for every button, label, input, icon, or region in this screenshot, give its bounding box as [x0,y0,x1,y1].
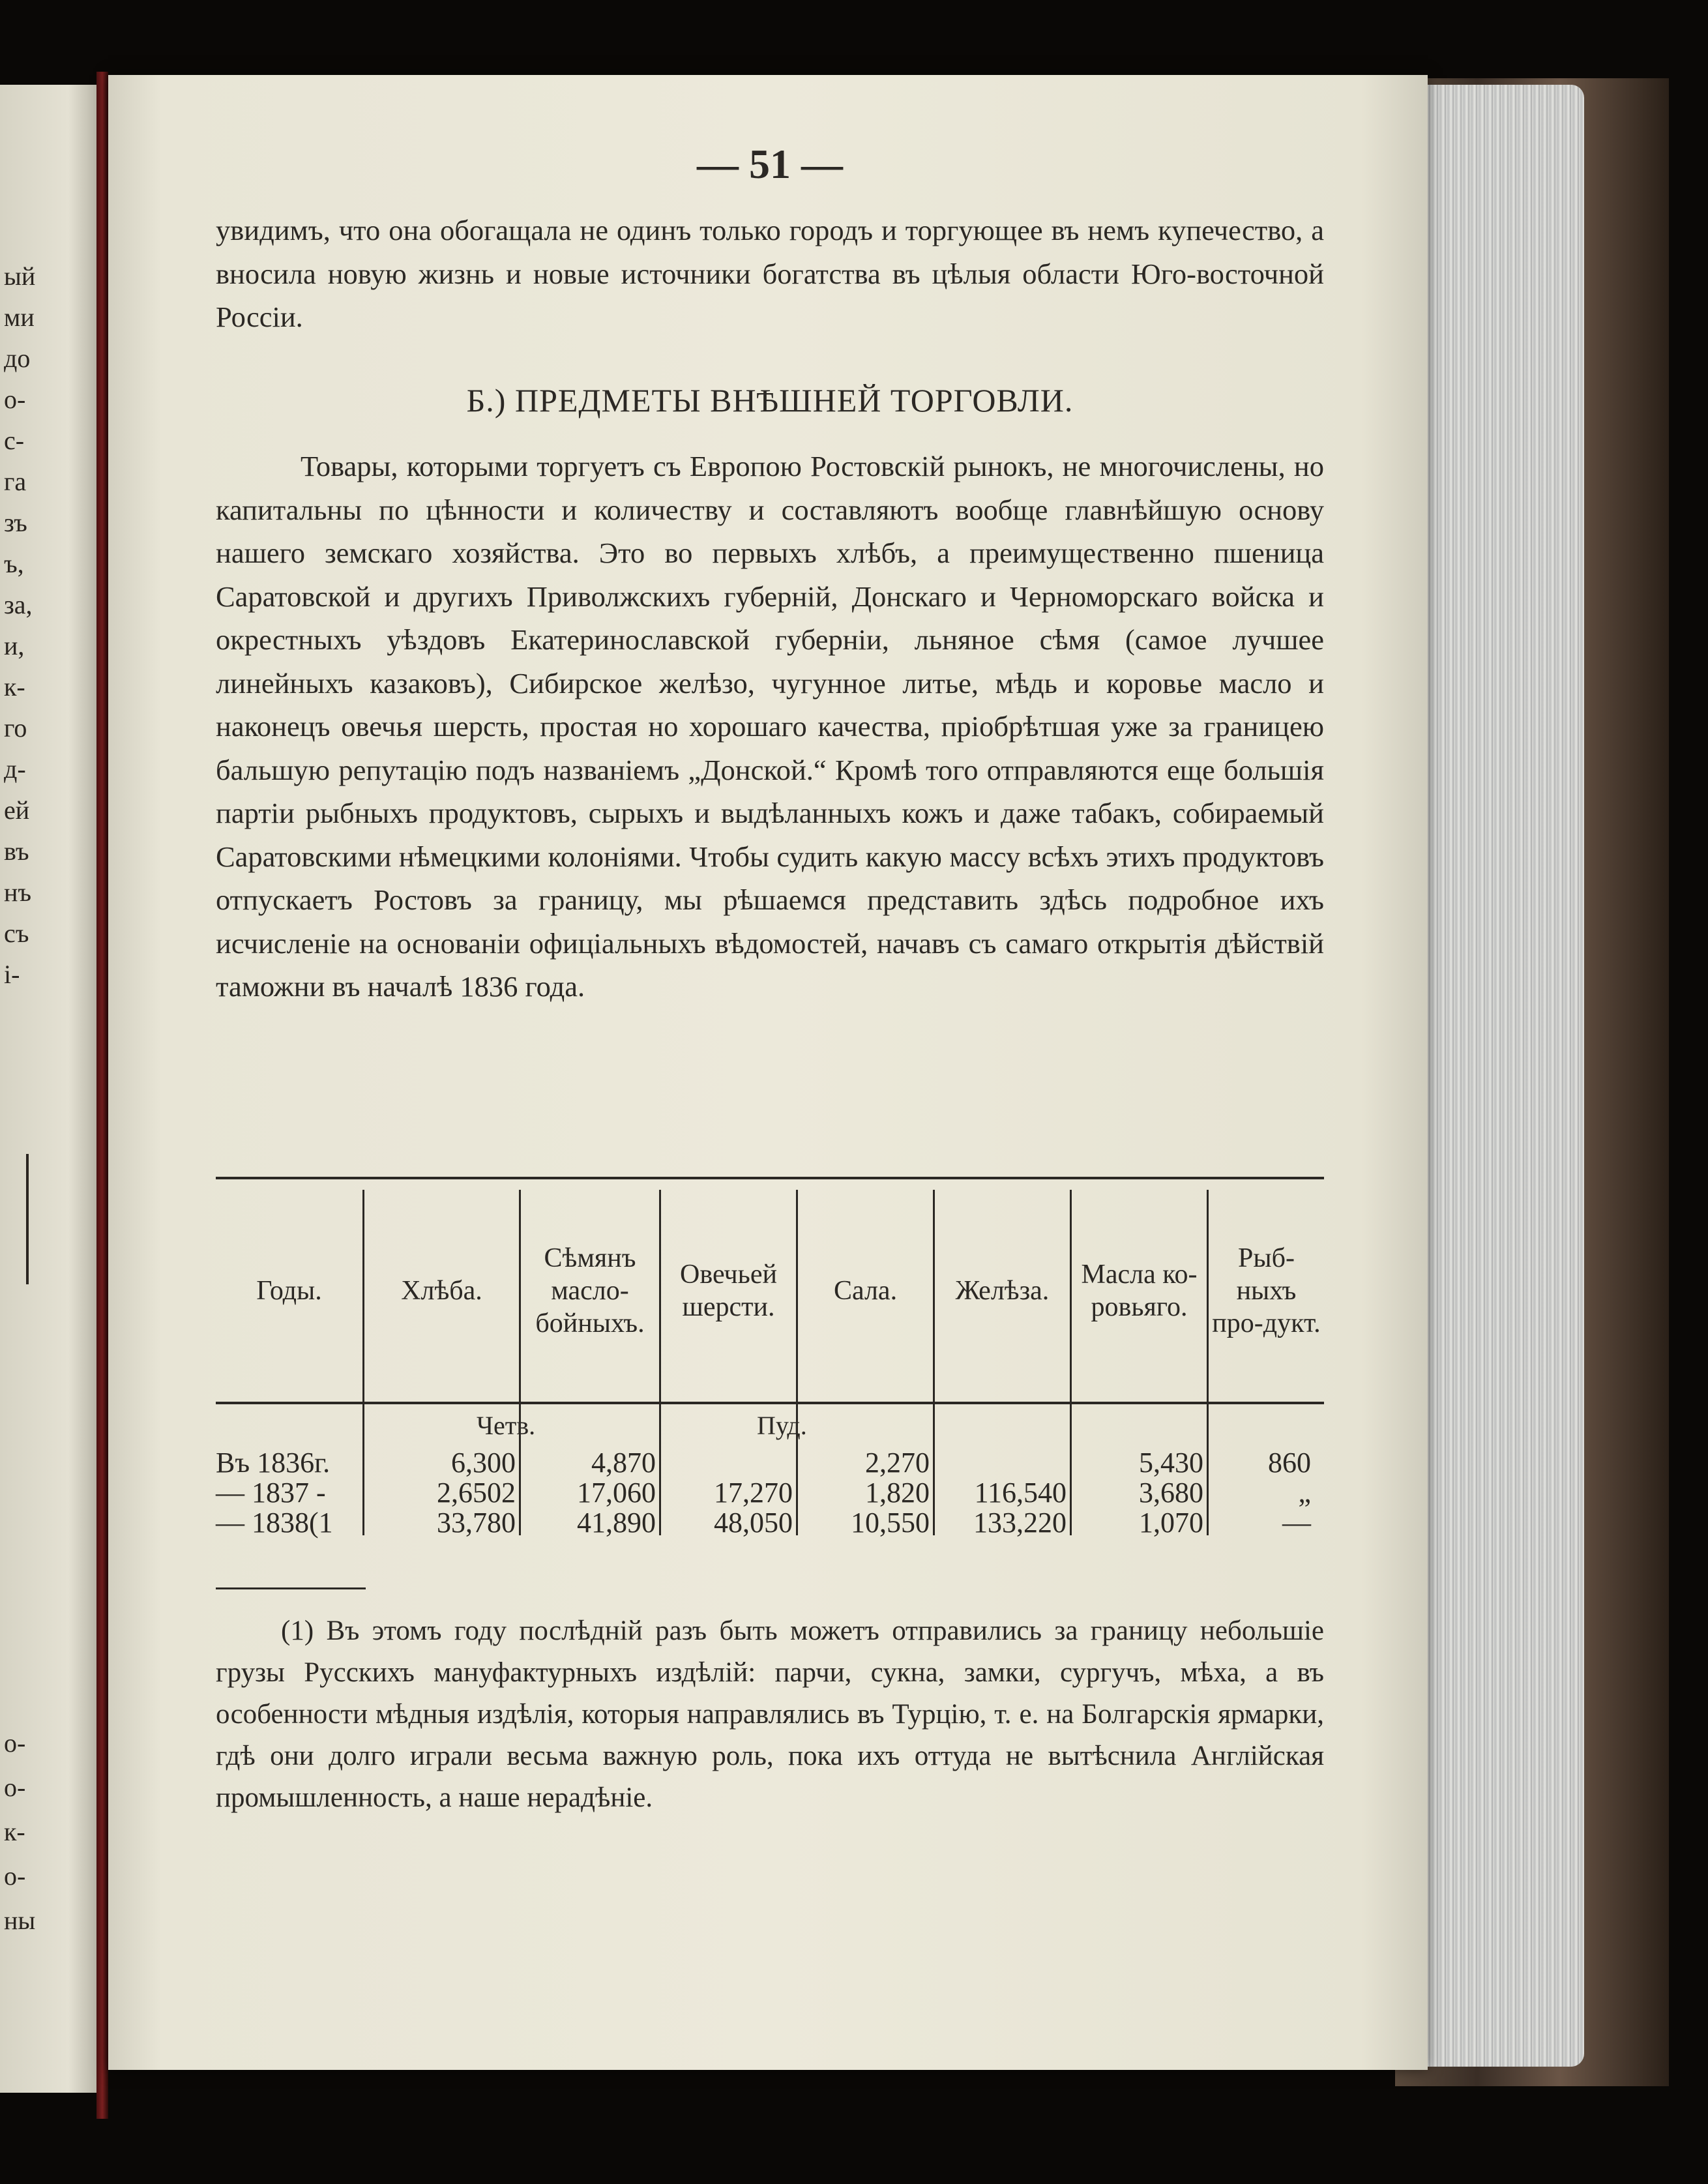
left-page-fragment: ны [4,1906,36,1935]
table-cell-year: — 1837 - [216,1477,326,1509]
table-cell-fish: — [1282,1507,1311,1539]
main-paragraph: Товары, которыми торгуетъ съ Европою Ростовскій рынокъ, не многочислены, но капитальны по цѣнности и количеству и составляютъ вообще главнѣйшую основу нашего земскаго хозяйства. Это во первыхъ хлѣбъ, а преимущественно пшеница Саратовской и другихъ Приволжскихъ губерній, Донскаго и Черноморскаго войска и окрестныхъ уѣздовъ Екатеринославской губерніи, льняное сѣмя (самое лучшее линейныхъ казаковъ), Сибирское желѣзо, чугунное литье, мѣдь и коровье масло и наконецъ овечья шерсть, простая но хорошаго качества, пріобрѣтшая уже за границею бальшую репутацію подъ названіемъ „Донской.“ Кромѣ того отправляются еще большія партіи рыбныхъ продуктовъ, сырыхъ и выдѣланныхъ кожъ и даже табакъ, собираемый Саратовскими нѣмецкими колоніями. Чтобы судить какую массу всѣхъ этихъ продуктовъ отпускаетъ Ростовъ за границу, мы рѣшаемся представить здѣсь подробное ихъ исчисленіе на основаніи офиціальныхъ вѣдомостей, начавъ съ самаго открытія дѣйствій таможни въ началѣ 1836 года. [216,450,1324,1003]
book-page [108,75,1428,2070]
table-cell-fish: 860 [1268,1447,1311,1479]
table-cell-butter: 3,680 [1139,1477,1203,1509]
left-page-fragment: ми [4,303,35,332]
header-tallow: Сала. [833,1276,898,1306]
col-divider [933,1405,935,1535]
table-cell-grain: 33,780 [437,1507,516,1539]
header-seeds: Сѣмянъ масло-бойныхъ. [535,1243,645,1338]
page-number: — 51 — [697,141,843,187]
table-cell-seeds: 4,870 [591,1447,656,1479]
left-page-fragment: и, [4,631,25,660]
table-cell-iron: 133,220 [973,1507,1067,1539]
table-cell-year: Въ 1836г. [216,1447,331,1479]
header-grain: Хлѣба. [401,1276,482,1306]
table-cell-butter: 5,430 [1139,1447,1203,1479]
table-cell-fish: „ [1298,1477,1311,1509]
header-iron: Желѣза. [955,1276,1050,1306]
header-years: Годы. [256,1276,322,1306]
table-cell-tallow: 1,820 [865,1477,930,1509]
left-page-fragment: ый [4,261,36,291]
table-cell-seeds: 17,060 [577,1477,656,1509]
book-spine-edge [96,72,108,2119]
left-page-fragment: к- [4,672,25,701]
left-page-fragment: ъ, [4,549,24,578]
col-divider [362,1405,364,1535]
intro-paragraph: увидимъ, что она обогащала не одинъ только городъ и торгующее въ немъ купечество, а вносила новую жизнь и новые источники богатства въ цѣлыя области Юго-восточной Россіи. [216,214,1324,333]
table-cell-tallow: 10,550 [851,1507,930,1539]
left-page-fragment: о- [4,1773,26,1802]
left-page-fragment: съ [4,919,29,948]
table-cell-iron: 116,540 [974,1477,1067,1509]
section-heading: Б.) ПРЕДМЕТЫ ВНѢШНЕЙ ТОРГОВЛИ. [466,382,1074,419]
header-butter: Масла ко-ровьяго. [1081,1260,1198,1322]
footnote-rule [216,1587,366,1589]
unit-chetv: Четв. [477,1411,536,1440]
col-divider [659,1405,661,1535]
col-divider [1207,1405,1209,1535]
left-page-fragment: о- [4,1728,26,1758]
table-cell-year: — 1838(1 [216,1507,333,1539]
header-wool: Овечьей шерсти. [680,1260,777,1322]
left-page-fragment: за, [4,590,33,619]
table-top-rule [216,1177,1324,1179]
unit-pud: Пуд. [757,1411,807,1440]
table-cell-wool: 17,270 [714,1477,793,1509]
footnote: (1) Въ этомъ году послѣдній разъ быть можетъ отправились за границу небольшіе грузы Русскихъ мануфактурныхъ издѣлій: парчи, сукна, замки, сургучъ, мѣха, а въ особенности мѣдныя издѣлія, которыя направлялись въ Турцію, т. е. на Болгарскія ярмарки, гдѣ они долго играли весьма важную роль, пока ихъ оттуда не вытѣснила Англійская промышленность, а наше нерадѣніе. [216,1616,1324,1813]
header-fish: Рыб-ныхъ про-дукт. [1212,1243,1321,1338]
left-page-rule [26,1154,29,1284]
left-page-fragment: нъ [4,878,32,907]
left-page-fragment: о- [4,385,26,414]
col-divider [1070,1405,1072,1535]
left-page-fragment: с- [4,426,25,455]
table-cell-grain: 6,300 [451,1447,516,1479]
table-cell-wool: 48,050 [714,1507,793,1539]
left-page-fragment: го [4,713,27,743]
table-cell-butter: 1,070 [1139,1507,1203,1539]
left-page-fragment: к- [4,1817,25,1846]
left-page-fragment: і- [4,960,20,989]
left-page-edge [0,85,98,2093]
left-page-fragment: въ [4,836,29,866]
table-cell-grain: 2,6502 [437,1477,516,1509]
table-cell-tallow: 2,270 [865,1447,930,1479]
table-cell-seeds: 41,890 [577,1507,656,1539]
left-page-fragment: д- [4,754,26,784]
left-page-fragment: зъ [4,508,27,537]
page-stack-edges [1415,85,1584,2067]
table-header-rule [216,1402,1324,1404]
left-page-fragment: до [4,344,31,373]
left-page-fragment: га [4,467,27,496]
left-page-fragment: ей [4,795,30,825]
left-page-fragment: о- [4,1861,26,1891]
